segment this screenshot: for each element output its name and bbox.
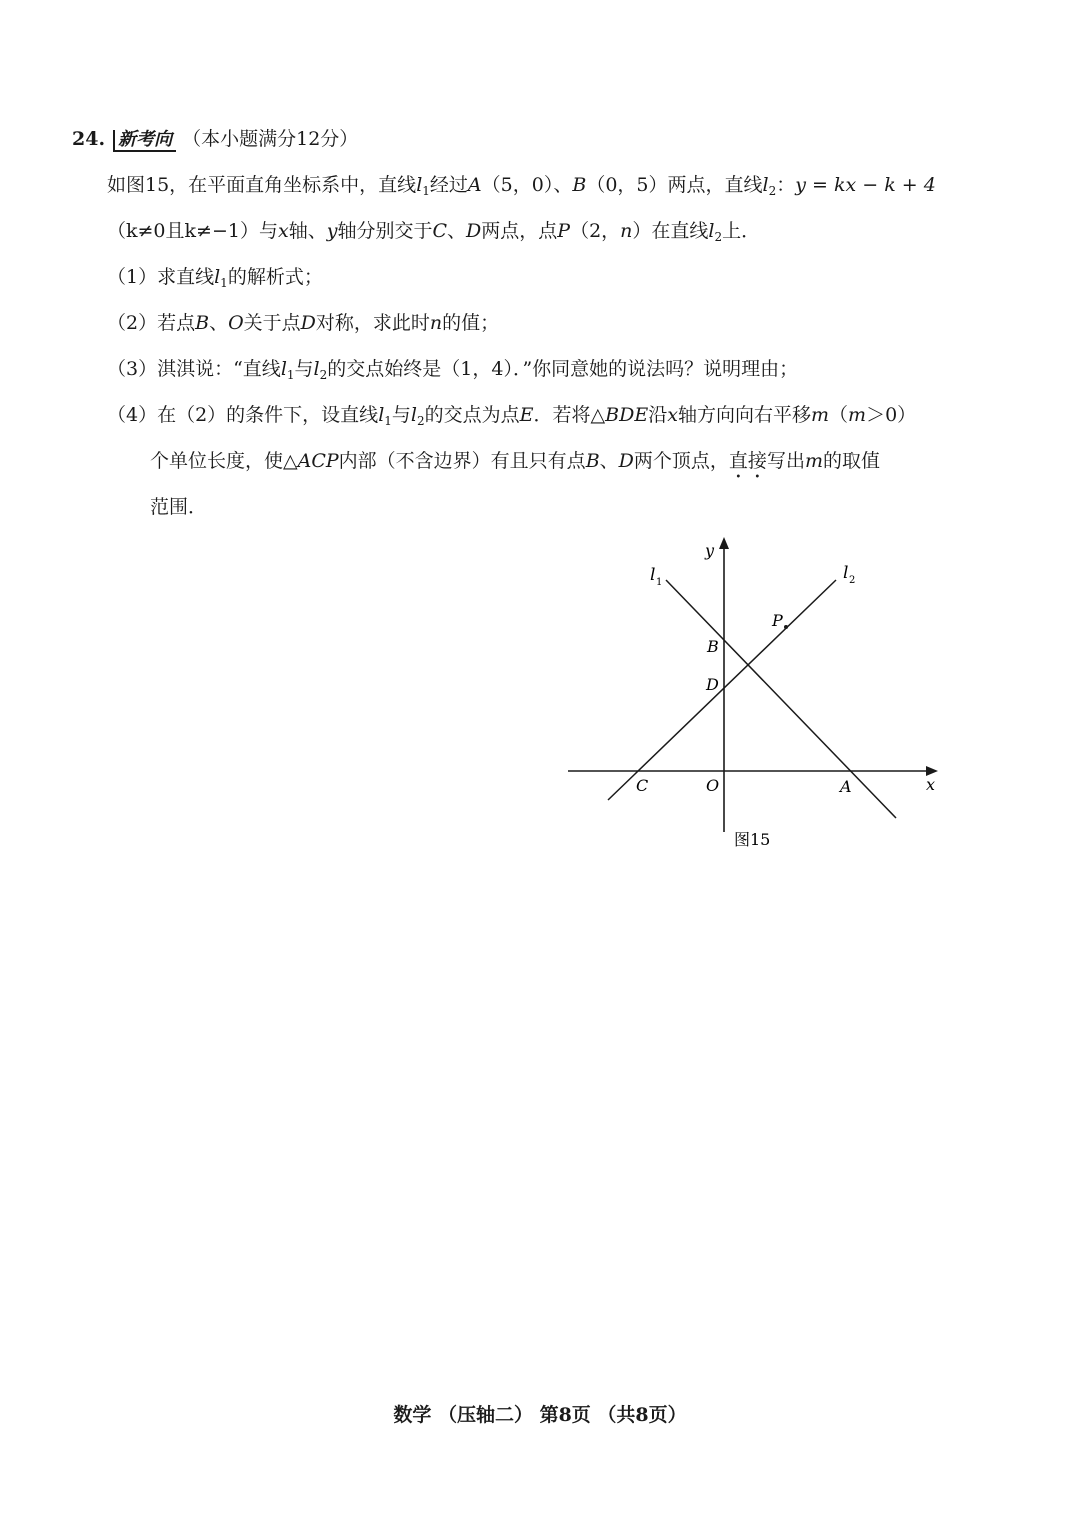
l1-label: l bbox=[650, 565, 656, 585]
symbol-l: l bbox=[313, 358, 320, 380]
part-text: 范围． bbox=[150, 496, 208, 518]
symbol-l: l bbox=[214, 266, 221, 288]
symbol-n: n bbox=[620, 220, 633, 242]
part-text: 轴方向向右平移 bbox=[677, 404, 811, 426]
part-text: 的取值 bbox=[822, 450, 880, 472]
part-text: 个单位长度，使△ bbox=[150, 450, 298, 472]
triangle-acp: ACP bbox=[297, 450, 339, 472]
point-p: P bbox=[557, 220, 571, 242]
part-text: （4）在（2）的条件下，设直线 bbox=[107, 404, 379, 426]
page-footer: 数学 （压轴二） 第8页 （共8页） bbox=[393, 1404, 687, 1426]
intro-text: ： bbox=[776, 174, 796, 196]
part-2 bbox=[107, 310, 499, 336]
intro-text: 、 bbox=[447, 220, 467, 242]
part-text: 、 bbox=[209, 312, 229, 334]
part-text: 的交点为点 bbox=[424, 404, 520, 426]
point-b: B bbox=[195, 312, 210, 334]
emphasized-text: 直接 bbox=[728, 450, 767, 472]
figure-15 bbox=[560, 530, 960, 860]
subscript: 1 bbox=[422, 184, 430, 198]
subscript: 1 bbox=[220, 276, 228, 290]
part-text: ．若将△ bbox=[533, 404, 606, 426]
question-number: 24. bbox=[72, 128, 106, 150]
point-p-dot bbox=[784, 625, 788, 629]
question-header bbox=[72, 126, 358, 152]
part-text: （ bbox=[829, 404, 849, 426]
intro-text: （5，0）、 bbox=[481, 174, 573, 196]
l2-label: l bbox=[843, 563, 849, 583]
symbol-l: l bbox=[410, 404, 417, 426]
symbol-x: x bbox=[667, 404, 678, 426]
part-text: 对称，求此时 bbox=[315, 312, 430, 334]
part-text: （3）淇淇说：“直线 bbox=[107, 358, 281, 380]
subscript: 1 bbox=[286, 368, 295, 382]
l1-subscript: 1 bbox=[656, 577, 663, 588]
point-c: C bbox=[432, 220, 447, 242]
point-b-label: B bbox=[707, 637, 719, 656]
intro-text: ）在直线 bbox=[632, 220, 709, 242]
symbol-m: m bbox=[848, 404, 867, 426]
subscript: 2 bbox=[417, 414, 425, 428]
part-text: 写出 bbox=[766, 450, 805, 472]
intro-text: 轴分别交于 bbox=[337, 220, 433, 242]
intro-text: 上． bbox=[722, 220, 761, 242]
part-text: 两个顶点， bbox=[633, 450, 729, 472]
part-text: ＞0） bbox=[866, 404, 917, 426]
point-d: D bbox=[300, 312, 316, 334]
part-text: 的交点始终是（1，4）．”你同意她的说法吗？说明理由； bbox=[327, 358, 799, 380]
part-text: 与 bbox=[294, 358, 314, 380]
new-question-badge: 新考向 bbox=[113, 130, 176, 152]
symbol-x: x bbox=[277, 220, 289, 242]
y-axis-label: y bbox=[705, 541, 715, 560]
triangle-bde: BDE bbox=[605, 404, 649, 426]
symbol-l: l bbox=[708, 220, 715, 242]
point-e: E bbox=[519, 404, 534, 426]
part-text: 关于点 bbox=[243, 312, 301, 334]
part-text: （2）若点 bbox=[107, 312, 196, 334]
point-a-label: A bbox=[840, 777, 852, 796]
point-p-label: P bbox=[772, 611, 783, 630]
subscript: 2 bbox=[768, 184, 777, 198]
score-note: （本小题满分12分） bbox=[182, 128, 359, 150]
intro-text: （0，5）两点，直线 bbox=[586, 174, 763, 196]
part-text: 、 bbox=[599, 450, 619, 472]
l2-subscript: 2 bbox=[849, 575, 856, 586]
part-4-line-2 bbox=[150, 448, 880, 483]
intro-text: （2， bbox=[570, 220, 621, 242]
symbol-y: y bbox=[326, 220, 338, 242]
part-text: 的值； bbox=[442, 312, 500, 334]
point-b: B bbox=[585, 450, 600, 472]
symbol-l: l bbox=[762, 174, 769, 196]
part-4-line-1 bbox=[107, 402, 916, 434]
point-b: B bbox=[572, 174, 587, 196]
figure-caption: 图15 bbox=[734, 830, 771, 849]
intro-text: 如图15，在平面直角坐标系中，直线 bbox=[107, 174, 417, 196]
point-d: D bbox=[618, 450, 634, 472]
part-text: 与 bbox=[391, 404, 411, 426]
part-3 bbox=[107, 356, 798, 388]
subscript: 2 bbox=[714, 230, 723, 244]
line-l2 bbox=[608, 580, 836, 800]
symbol-m: m bbox=[804, 450, 823, 472]
point-d: D bbox=[466, 220, 482, 242]
subscript: 2 bbox=[319, 368, 328, 382]
intro-text: 两点，点 bbox=[481, 220, 558, 242]
point-c-label: C bbox=[636, 776, 649, 795]
y-axis-arrow bbox=[719, 537, 729, 549]
part-text: （1）求直线 bbox=[107, 266, 215, 288]
symbol-n: n bbox=[429, 312, 443, 334]
part-text: 内部（不含边界）有且只有点 bbox=[338, 450, 586, 472]
part-4-line-3 bbox=[150, 494, 207, 520]
part-text: 的解析式； bbox=[227, 266, 323, 288]
intro-line-1 bbox=[107, 172, 936, 204]
intro-text: （k≠0且k≠−1）与 bbox=[107, 220, 278, 242]
point-d-label: D bbox=[706, 675, 719, 694]
x-axis-label: x bbox=[926, 775, 936, 794]
intro-text: 轴、 bbox=[288, 220, 327, 242]
line-equation: y = kx − k + 4 bbox=[795, 174, 936, 196]
intro-line-2 bbox=[107, 218, 760, 250]
intro-text: 经过 bbox=[429, 174, 468, 196]
symbol-m: m bbox=[810, 404, 830, 426]
part-text: 沿 bbox=[648, 404, 668, 426]
point-o: O bbox=[228, 312, 244, 334]
subscript: 1 bbox=[384, 414, 392, 428]
symbol-l: l bbox=[416, 174, 423, 196]
symbol-l: l bbox=[378, 404, 385, 426]
symbol-l: l bbox=[280, 358, 287, 380]
origin-label: O bbox=[706, 776, 720, 795]
point-a: A bbox=[467, 174, 482, 196]
part-1 bbox=[107, 264, 323, 296]
